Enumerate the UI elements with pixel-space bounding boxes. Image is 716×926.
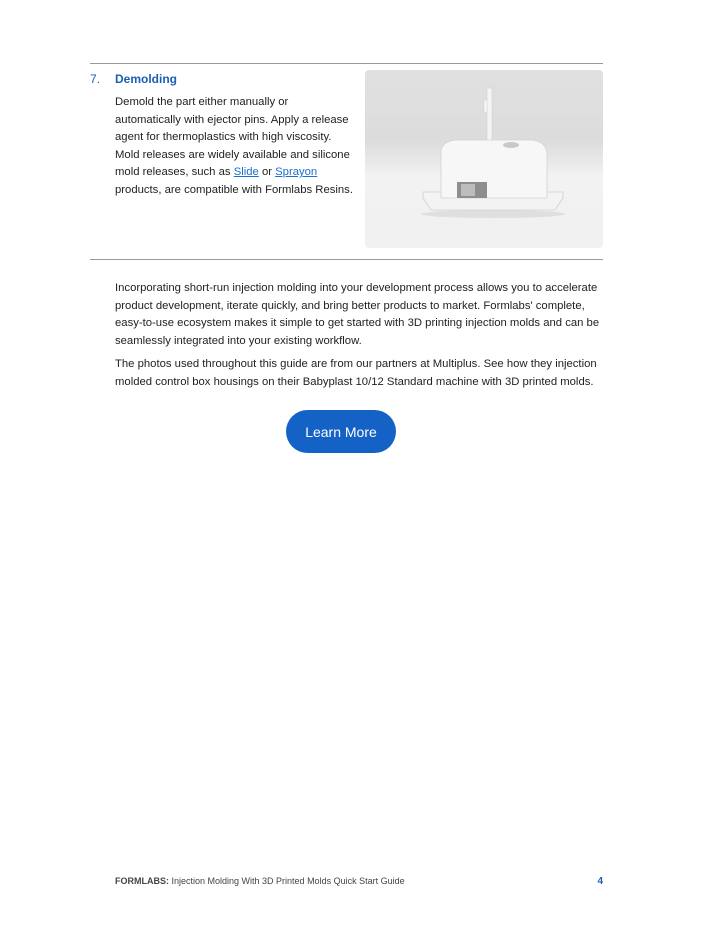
- step-number: 7.: [90, 72, 101, 86]
- demolded-part-photo: [365, 70, 603, 248]
- page-footer: [115, 876, 603, 886]
- sprayon-link[interactable]: Sprayon: [275, 166, 318, 178]
- slide-link[interactable]: Slide: [233, 166, 259, 178]
- intro-paragraph: Incorporating short-run injection molding into your development process allows you to accelerate product development, iterate quickly, and bring better products to market. Formlabs' complete, easy-to-use ecosystem makes it simple to get started with 3D printing injection molds and can be seamlessly integrated into your existing workflow.: [115, 282, 600, 347]
- top-divider: [90, 63, 603, 64]
- step-body-text: Demold the part either manually or automatically with ejector pins. Apply a release agent for thermoplastics with high viscosity. Mold releases are widely available and silicone mold releases, such as: [115, 96, 350, 178]
- learn-more-button[interactable]: Learn More: [286, 410, 396, 453]
- step-body-tail: products, are compatible with Formlabs Resins.: [115, 183, 353, 196]
- step-title: Demolding: [115, 72, 177, 86]
- footer-title: Injection Molding With 3D Printed Molds Quick Start Guide: [169, 876, 405, 886]
- footer-brand: FORMLABS:: [115, 876, 169, 886]
- step-body-connector: or: [258, 166, 276, 178]
- middle-divider: [90, 259, 603, 260]
- step-body: [115, 94, 355, 199]
- page-number: 4: [597, 876, 603, 887]
- partners-paragraph: The photos used throughout this guide are from our partners at Multiplus. See how they injection molded control box housings on their Babyplast 10/12 Standard machine with 3D printed molds.: [115, 358, 597, 388]
- demolded-part-illustration: [365, 70, 603, 248]
